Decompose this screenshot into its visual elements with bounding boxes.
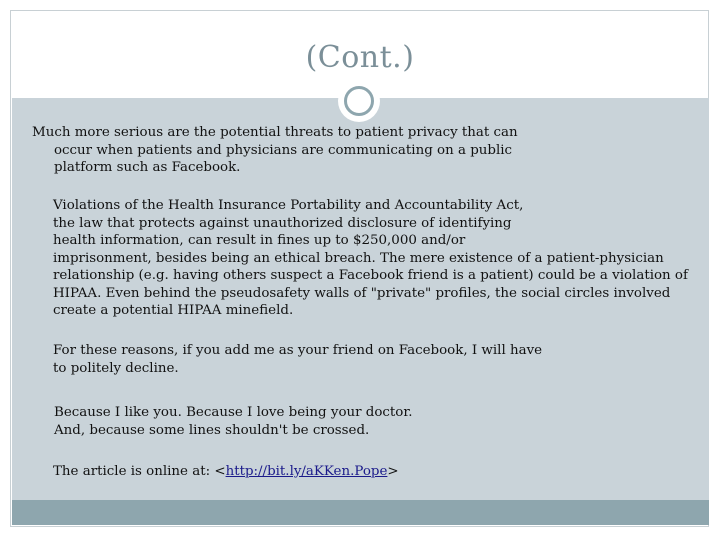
text-line: For these reasons, if you add me as your friend on Facebook, I will have xyxy=(53,343,543,358)
paragraph-privacy-threats xyxy=(32,124,518,177)
text-line: health information, can result in fines up to $250,000 and/or xyxy=(53,233,466,248)
text-line: relationship (e.g. having others suspect a Facebook friend is a patient) could be a violation of xyxy=(53,268,688,283)
text-line: HIPAA. Even behind the pseudosafety walls of "private" profiles, the social circles involved xyxy=(53,285,671,301)
paragraph-reasons xyxy=(54,404,474,439)
text-line: Much more serious are the potential threats to patient privacy that can xyxy=(32,125,518,140)
link-suffix: > xyxy=(387,464,399,479)
footer-bar xyxy=(12,500,709,525)
article-link[interactable]: http://bit.ly/aKKen.Pope xyxy=(225,464,388,479)
text-line: to politely decline. xyxy=(53,360,179,376)
link-prefix: The article is online at: < xyxy=(53,464,226,479)
paragraph-hipaa-violations xyxy=(53,197,688,320)
ring-icon xyxy=(344,86,374,116)
text-line: imprisonment, besides being an ethical breach. The mere existence of a patient-physician xyxy=(53,250,664,266)
text-line xyxy=(53,463,473,481)
text-line: the law that protects against unauthorized disclosure of identifying xyxy=(53,215,512,231)
text-line: Because I like you. Because I love being your doctor. xyxy=(54,405,413,420)
text-line: occur when patients and physicians are communicating on a public xyxy=(54,142,513,158)
text-line: And, because some lines shouldn't be crossed. xyxy=(54,422,370,438)
slide-title: (Cont.) xyxy=(305,40,415,75)
text-line: platform such as Facebook. xyxy=(54,160,241,175)
paragraph-decline xyxy=(53,342,543,377)
divider-circle-icon xyxy=(338,80,380,122)
text-line: create a potential HIPAA minefield. xyxy=(53,303,294,318)
text-line: Violations of the Health Insurance Portability and Accountability Act, xyxy=(53,198,524,213)
paragraph-article-link xyxy=(53,463,473,481)
